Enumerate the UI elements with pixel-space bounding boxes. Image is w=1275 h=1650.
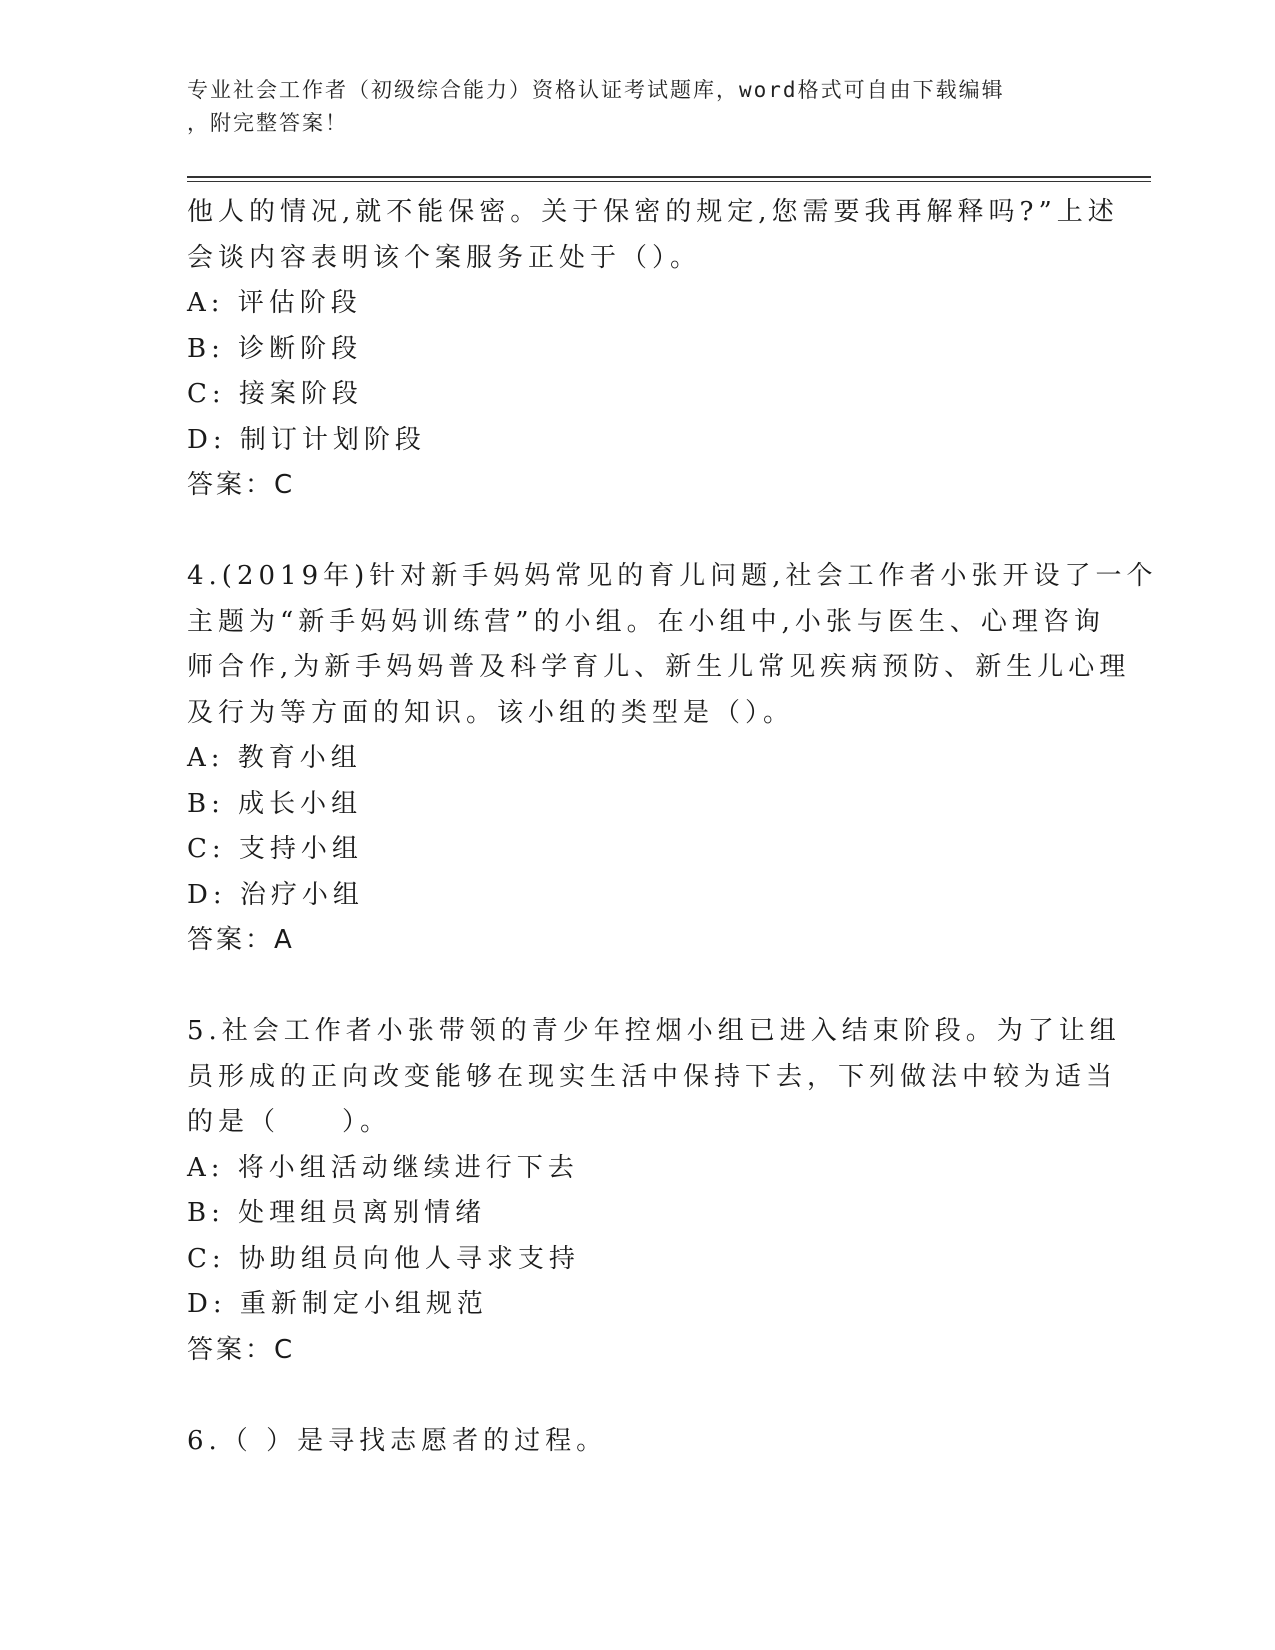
question-4 [187, 554, 1158, 964]
option-b: B: 处理组员离别情绪 [187, 1198, 487, 1228]
answer-line: 答案：C [187, 470, 296, 500]
question-6 [187, 1419, 1087, 1465]
spacer [187, 1373, 1087, 1419]
spacer [187, 509, 1087, 555]
spacer [187, 964, 1087, 1010]
header-line-2: ，附完整答案！ [187, 111, 348, 135]
question-5 [187, 1009, 1121, 1373]
option-d: D: 制订计划阶段 [187, 424, 426, 455]
question-stem-line: 及行为等方面的知识。该小组的类型是（）。 [187, 697, 795, 728]
option-b: B: 诊断阶段 [187, 333, 363, 364]
question-stem-line: 主题为“新手妈妈训练营”的小组。在小组中,小张与医生、心理咨询 [187, 606, 1105, 637]
question-stem-line: 他人的情况,就不能保密。关于保密的规定,您需要我再解释吗?”上述 [187, 197, 1119, 227]
question-stem-line: 师合作,为新手妈妈普及科学育儿、新生儿常见疾病预防、新生儿心理 [187, 652, 1131, 682]
header-rule-thin [187, 181, 1151, 182]
question-stem-line: 5.社会工作者小张带领的青少年控烟小组已进入结束阶段。为了让组 [187, 1016, 1121, 1046]
option-d: D: 治疗小组 [187, 879, 364, 910]
question-3 [187, 190, 1119, 509]
question-stem-line: 员形成的正向改变能够在现实生活中保持下去，下列做法中较为适当 [187, 1061, 1118, 1092]
option-d: D: 重新制定小组规范 [187, 1289, 488, 1319]
question-stem-line: 6.（ ）是寻找志愿者的过程。 [187, 1425, 608, 1456]
answer-line: 答案：C [187, 1334, 296, 1365]
option-c: C: 协助组员向他人寻求支持 [187, 1243, 580, 1274]
option-a: A: 教育小组 [187, 743, 362, 773]
answer-line: 答案：A [187, 925, 295, 955]
option-c: C: 接案阶段 [187, 379, 363, 409]
header-rule-thick [187, 176, 1151, 178]
question-stem-line: 4.(2019年)针对新手妈妈常见的育儿问题,社会工作者小张开设了一个 [187, 561, 1158, 591]
question-stem-line: 会谈内容表明该个案服务正处于（）。 [187, 242, 702, 273]
option-a: A: 评估阶段 [187, 288, 362, 318]
header-line-1: 专业社会工作者（初级综合能力）资格认证考试题库，word格式可自由下载编辑 [187, 78, 1005, 102]
question-list [187, 190, 1158, 1464]
option-a: A: 将小组活动继续进行下去 [187, 1152, 579, 1183]
question-stem-line: 的是（ ）。 [187, 1107, 392, 1137]
option-c: C: 支持小组 [187, 834, 363, 864]
page-header [187, 74, 1067, 140]
option-b: B: 成长小组 [187, 788, 363, 819]
